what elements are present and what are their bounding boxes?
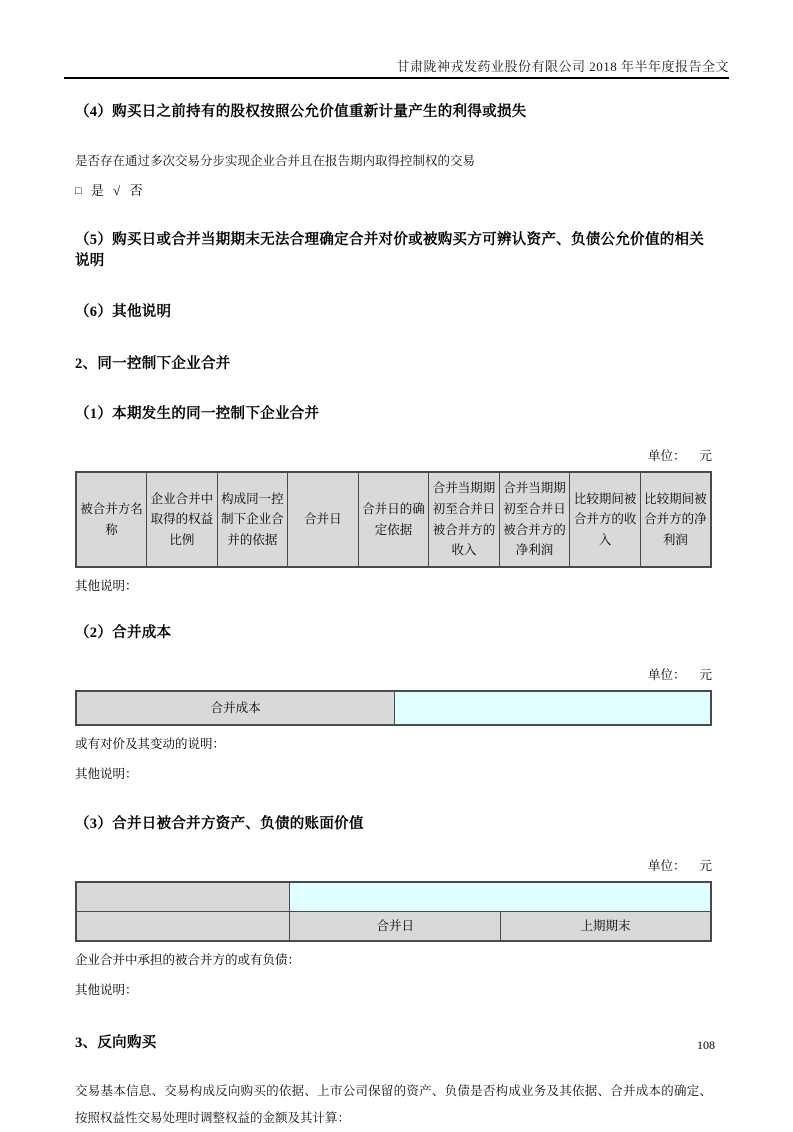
col-period-net-profit: 合并当期期初至合并日被合并方的净利润 (499, 472, 570, 567)
section-3-heading: 3、反向购买 (75, 1035, 157, 1052)
checkmark-icon: √ (113, 183, 121, 198)
section-2-3-heading: （3）合并日被合并方资产、负债的账面价值 (75, 816, 364, 832)
table-row (76, 882, 711, 911)
merger-cost-table (75, 690, 712, 726)
col-equity-ratio: 企业合并中取得的权益比例 (147, 472, 218, 567)
section-2-1-heading: （1）本期发生的同一控制下企业合并 (75, 406, 320, 422)
col-same-control-basis: 构成同一控制下企业合并的依据 (217, 472, 288, 567)
col-merger-date-header: 合并日 (290, 911, 501, 941)
table-row (76, 691, 711, 725)
contingent-consideration-note: 或有对价及其变动的说明： (75, 737, 226, 751)
section-4-heading: （4）购买日之前持有的股权按照公允价值重新计量产生的利得或损失 (75, 104, 527, 120)
same-control-merger-table (75, 471, 712, 568)
unit-line-2 (75, 665, 712, 683)
section-5-heading: （5）购买日或合并当期期末无法合理确定合并对价或被购买方可辨认资产、负债公允价值的相关说明 (75, 232, 705, 269)
book-value-empty-cell (76, 911, 290, 941)
unit-label: 单位： (647, 449, 686, 463)
col-date-basis: 合并日的确定依据 (358, 472, 429, 567)
header-divider (64, 77, 729, 79)
unit-label: 单位： (647, 859, 686, 873)
merger-cost-value-field[interactable] (395, 691, 711, 725)
unit-value: 元 (699, 449, 712, 463)
contingent-liability-note: 企业合并中承担的被合并方的或有负债： (75, 953, 301, 968)
unit-value: 元 (699, 859, 712, 873)
col-period-revenue: 合并当期期初至合并日被合并方的收入 (429, 472, 500, 567)
unit-line-3 (75, 856, 712, 874)
book-value-table (75, 881, 712, 942)
step-acquisition-question: 是否存在通过多次交易分步实现企业合并且在报告期内取得控制权的交易 (75, 154, 476, 168)
page-number: 108 (697, 1038, 715, 1052)
col-compare-net-profit: 比较期间被合并方的净利润 (640, 472, 711, 567)
unit-line-1 (75, 446, 712, 464)
page-body (75, 92, 712, 1132)
col-prior-period-end-header: 上期期末 (500, 911, 711, 941)
other-note-3: 其他说明： (75, 983, 138, 998)
checkbox-yes-label: 是 (90, 183, 104, 198)
col-compare-revenue: 比较期间被合并方的收入 (570, 472, 641, 567)
page-header-title: 甘肃陇神戎发药业股份有限公司 2018 年半年度报告全文 (396, 59, 729, 74)
section-2-2-heading: （2）合并成本 (75, 625, 172, 641)
checkbox-empty-icon: □ (75, 185, 82, 197)
unit-value: 元 (699, 668, 712, 682)
book-value-input-field[interactable] (290, 882, 711, 911)
reverse-purchase-paragraph: 交易基本信息、交易构成反向购买的依据、上市公司保留的资产、负债是否构成业务及其依据、合并成本的确定、按照权益性交易处理时调整权益的金额及其计算： (75, 1084, 712, 1125)
section-6-heading: （6）其他说明 (75, 304, 172, 320)
other-note-1: 其他说明： (75, 579, 138, 593)
col-merger-date: 合并日 (288, 472, 359, 567)
merger-cost-label-cell: 合并成本 (76, 691, 395, 725)
table-row (76, 911, 711, 941)
yes-no-checkline (75, 180, 712, 199)
section-2-heading: 2、同一控制下企业合并 (75, 356, 231, 372)
checkbox-no-label: 否 (129, 183, 143, 198)
table-header-row (76, 472, 711, 567)
other-note-2: 其他说明： (75, 767, 138, 781)
unit-label: 单位： (647, 668, 686, 682)
book-value-corner-cell (76, 882, 290, 911)
col-merged-party-name: 被合并方名称 (76, 472, 147, 567)
